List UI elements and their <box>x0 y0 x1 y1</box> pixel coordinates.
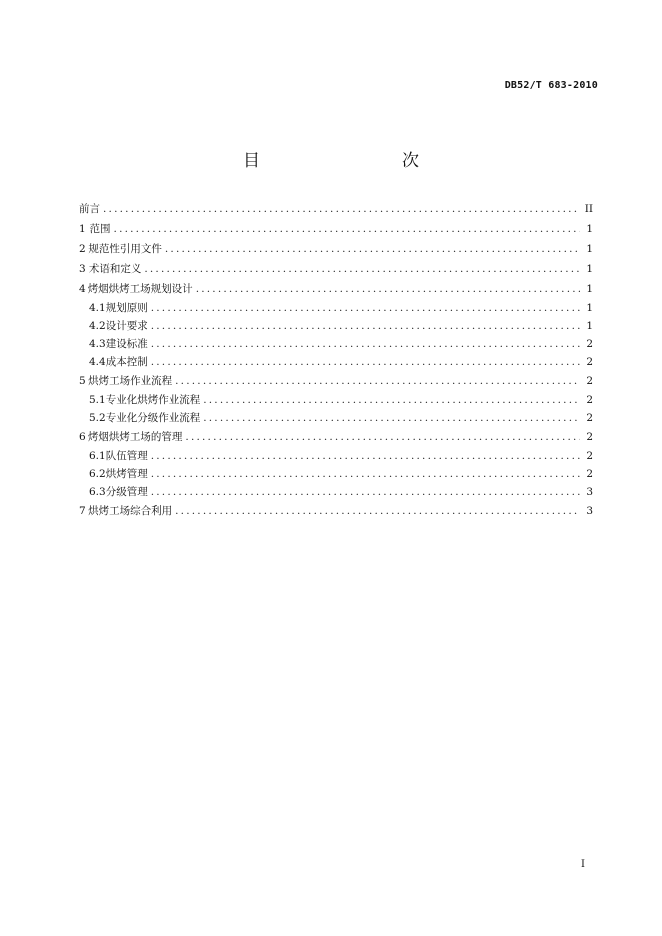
toc-entry-4-1[interactable] <box>79 299 593 317</box>
toc-entry-3[interactable] <box>79 259 593 279</box>
toc-entry-page: 2 <box>586 338 593 350</box>
toc-entry-page: 1 <box>586 302 593 314</box>
toc-entry-number: 3 <box>79 263 86 275</box>
toc-leader-dots <box>151 465 581 483</box>
toc-entry-6-1[interactable] <box>79 447 593 465</box>
toc-entry-number: 6.2 <box>89 468 106 480</box>
toc-entry-6-2[interactable] <box>79 465 593 483</box>
toc-entry-label: 规范性引用文件 <box>88 243 162 255</box>
toc-entry-label: 分级管理 <box>105 486 148 498</box>
toc-entry-label: 设计要求 <box>105 320 148 332</box>
toc-entry-page: 1 <box>586 263 593 275</box>
toc-entry-4-2[interactable] <box>79 317 593 335</box>
toc-entry-number: 6.1 <box>89 450 106 462</box>
toc-entry-7[interactable] <box>79 501 593 521</box>
toc-leader-dots <box>203 391 580 409</box>
toc-entry-page: 2 <box>586 412 593 424</box>
toc-entry-label: 范围 <box>89 223 111 235</box>
toc-leader-dots <box>144 259 580 279</box>
toc-entry-number: 4.1 <box>89 302 106 314</box>
toc-leader-dots <box>203 409 580 427</box>
toc-entry-5-2[interactable] <box>79 409 593 427</box>
toc-entry-5[interactable] <box>79 371 593 391</box>
toc-entry-label: 术语和定义 <box>88 263 142 275</box>
toc-leader-dots <box>196 279 581 299</box>
toc-entry-number: 5.1 <box>89 394 106 406</box>
toc-entry-label: 队伍管理 <box>105 450 148 462</box>
toc-entry-number: 6.3 <box>89 486 106 498</box>
toc-entry-number: 2 <box>79 243 86 255</box>
toc-entry-page: 1 <box>586 320 593 332</box>
toc-entry-label: 专业化烘烤作业流程 <box>105 394 201 406</box>
toc-leader-dots <box>175 371 580 391</box>
page-number: I <box>581 859 585 870</box>
toc-entry-4[interactable] <box>79 279 593 299</box>
toc-entry-label: 前言 <box>79 203 100 215</box>
toc-leader-dots <box>151 317 581 335</box>
toc-entry-number: 4.4 <box>89 356 106 368</box>
toc-entry-page: 2 <box>586 356 593 368</box>
toc-entry-label: 成本控制 <box>105 356 148 368</box>
toc-entry-page: 3 <box>586 505 593 517</box>
toc-entry-4-3[interactable] <box>79 335 593 353</box>
toc-entry-page: 3 <box>586 486 593 498</box>
toc-entry-page: 2 <box>586 375 593 387</box>
toc-entry-number: 4 <box>79 283 86 295</box>
toc-entry-page: 2 <box>586 431 593 443</box>
toc-entry-label: 烤烟烘烤工场规划设计 <box>87 283 193 295</box>
toc-entry-number: 5 <box>79 375 86 387</box>
toc-entry-page: 1 <box>586 283 593 295</box>
toc-entry-foreword[interactable] <box>79 199 593 219</box>
toc-entry-page: 2 <box>586 468 593 480</box>
toc-entry-page: II <box>584 203 593 215</box>
toc-leader-dots <box>103 199 579 219</box>
toc-entry-label: 专业化分级作业流程 <box>105 412 201 424</box>
toc-list <box>79 199 593 521</box>
toc-entry-page: 1 <box>586 243 593 255</box>
toc-entry-page: 1 <box>586 223 593 235</box>
toc-leader-dots <box>175 501 580 521</box>
toc-leader-dots <box>151 483 581 501</box>
toc-leader-dots <box>151 335 581 353</box>
toc-entry-number: 1 <box>79 223 86 235</box>
toc-leader-dots <box>151 353 581 371</box>
toc-entry-label: 规划原则 <box>105 302 148 314</box>
toc-entry-4-4[interactable] <box>79 353 593 371</box>
toc-leader-dots <box>114 219 581 239</box>
toc-leader-dots <box>185 427 580 447</box>
toc-entry-label: 烘烤工场作业流程 <box>88 375 173 387</box>
standard-code: DB52/T 683-2010 <box>504 80 598 91</box>
toc-entry-1[interactable] <box>79 219 593 239</box>
toc-entry-5-1[interactable] <box>79 391 593 409</box>
toc-entry-2[interactable] <box>79 239 593 259</box>
toc-entry-page: 2 <box>586 394 593 406</box>
toc-entry-number: 4.2 <box>89 320 106 332</box>
toc-entry-6[interactable] <box>79 427 593 447</box>
toc-entry-number: 6 <box>79 431 86 443</box>
toc-entry-number: 7 <box>79 505 86 517</box>
toc-entry-6-3[interactable] <box>79 483 593 501</box>
toc-title: 目 次 <box>243 151 455 171</box>
toc-leader-dots <box>151 447 581 465</box>
toc-entry-label: 烘烤工场综合利用 <box>88 505 173 517</box>
toc-entry-label: 烤烟烘烤工场的管理 <box>87 431 183 443</box>
toc-entry-label: 建设标准 <box>105 338 148 350</box>
toc-entry-page: 2 <box>586 450 593 462</box>
toc-leader-dots <box>165 239 580 259</box>
toc-entry-number: 4.3 <box>89 338 106 350</box>
toc-leader-dots <box>151 299 581 317</box>
toc-entry-number: 5.2 <box>89 412 106 424</box>
toc-entry-label: 烘烤管理 <box>105 468 148 480</box>
